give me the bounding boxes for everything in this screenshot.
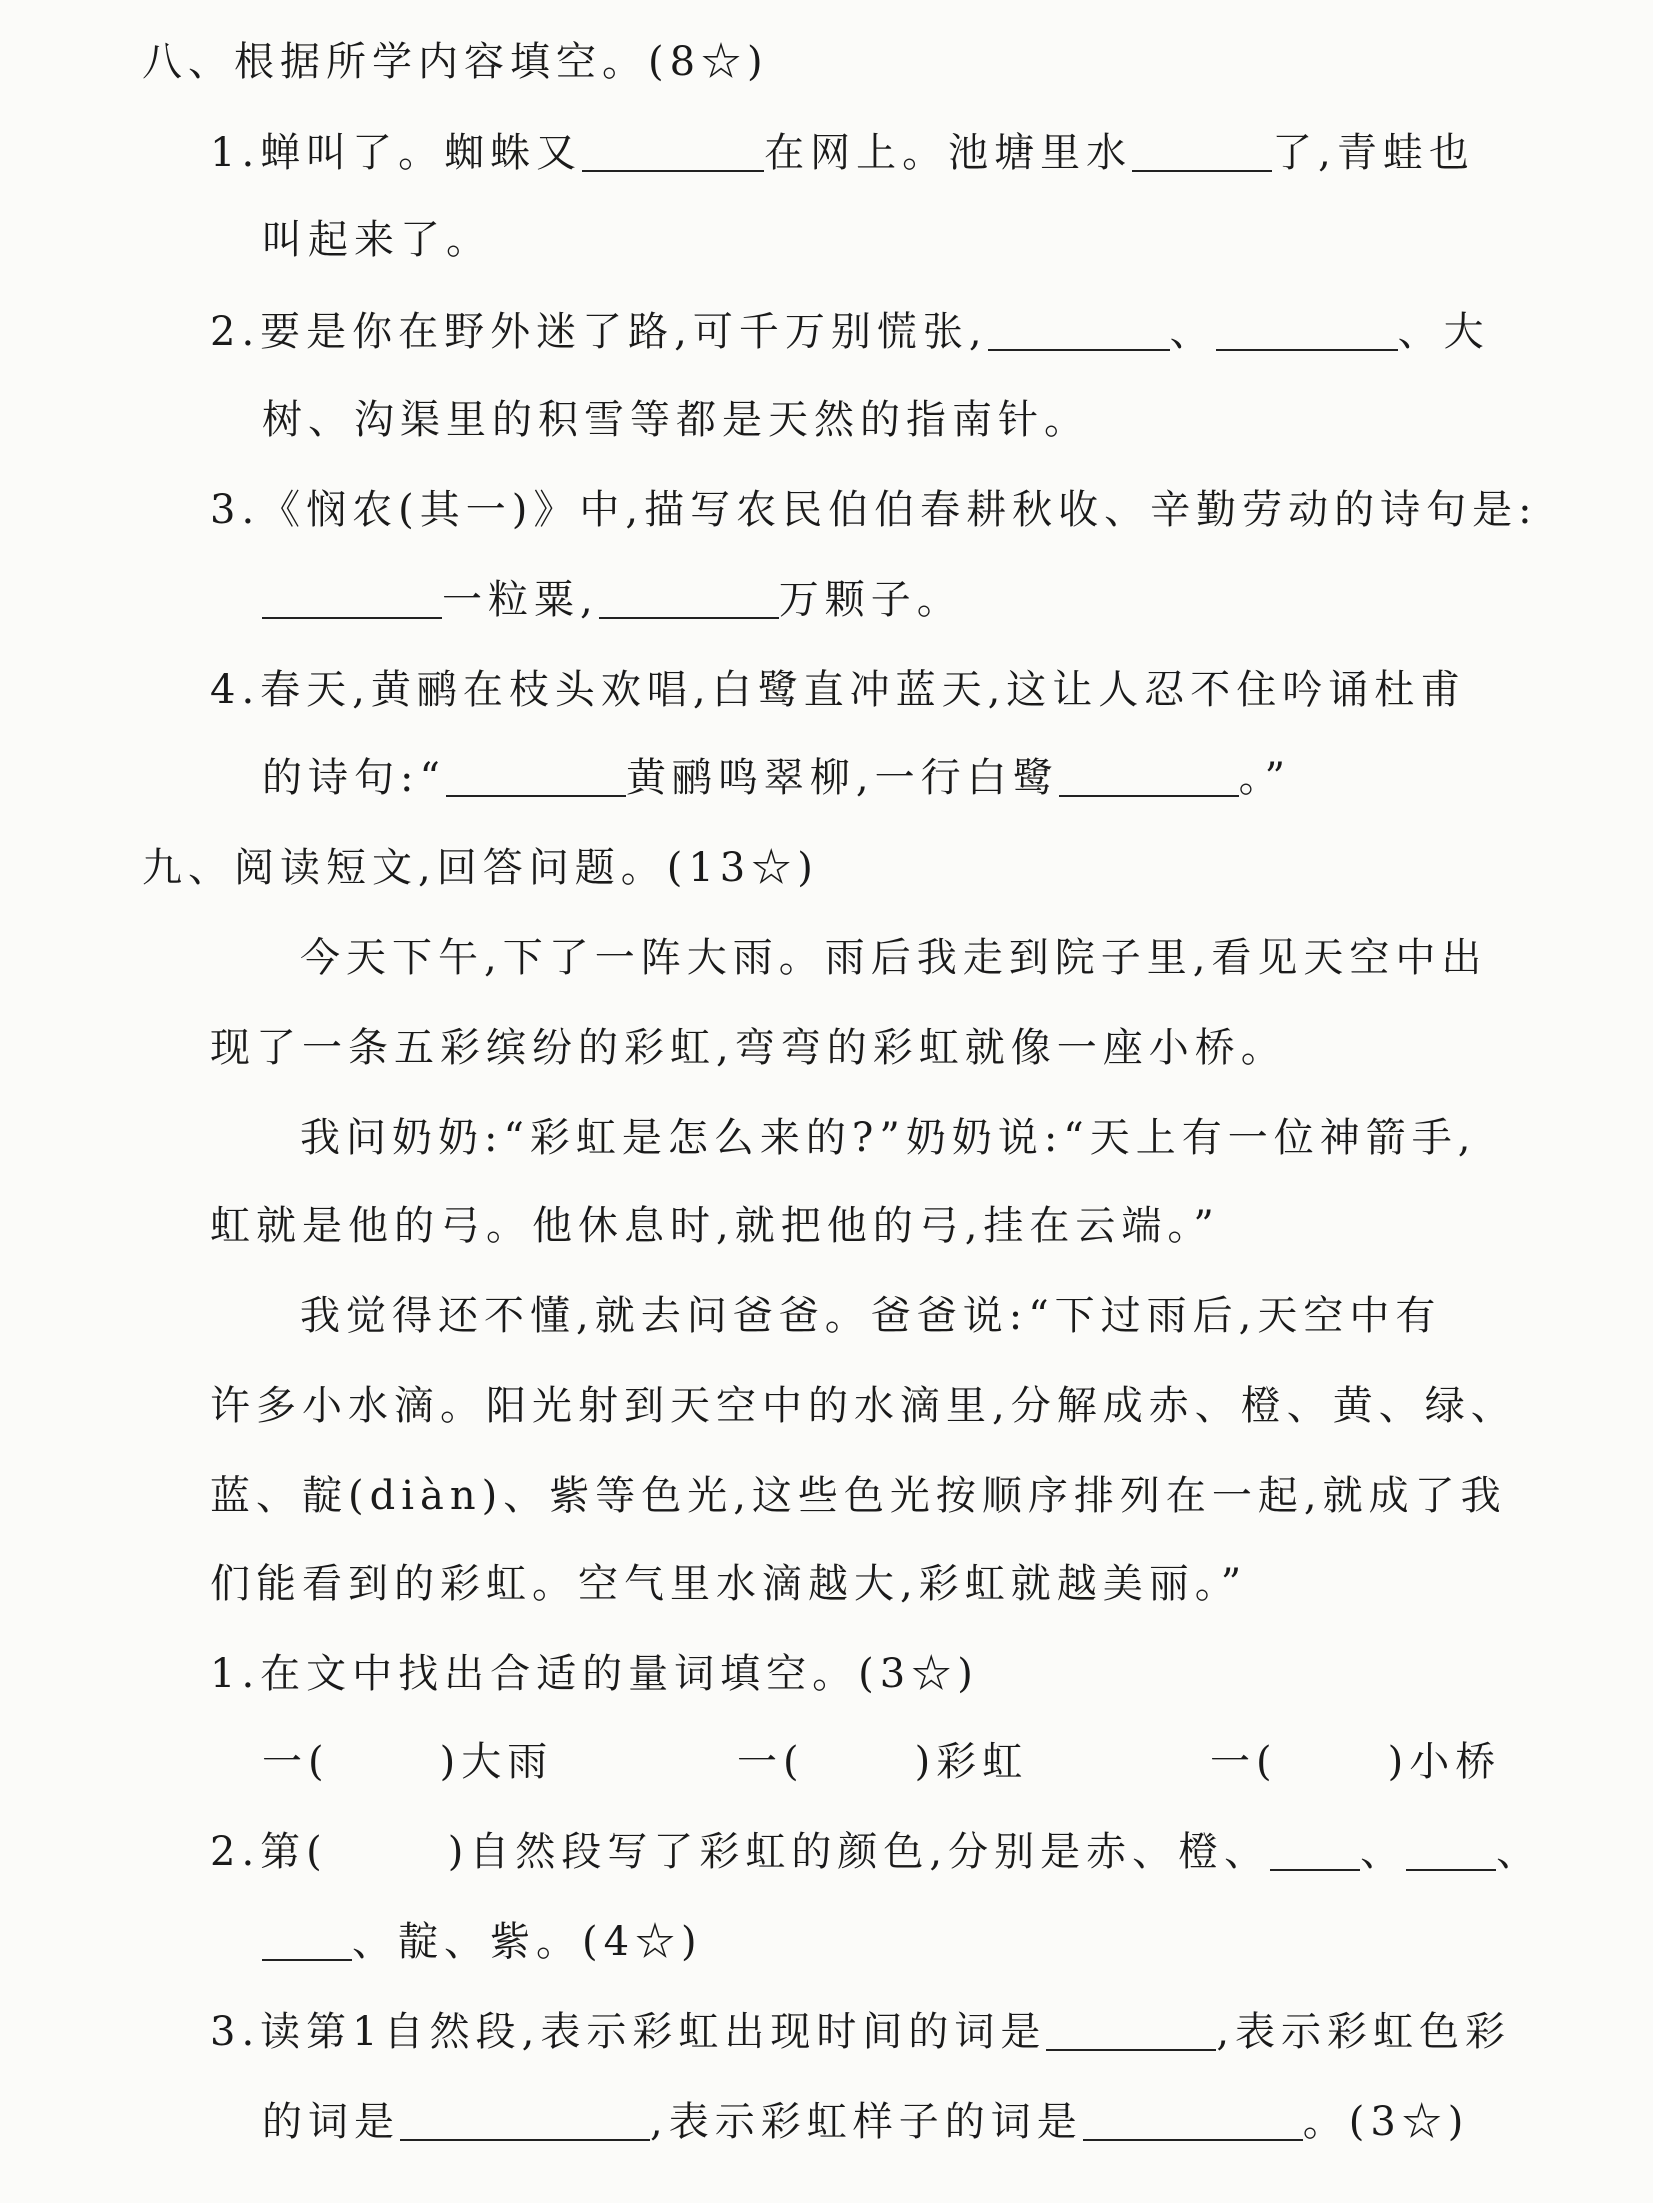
fill-blank[interactable] (1132, 130, 1272, 172)
fill-blank[interactable] (1270, 1829, 1360, 1871)
question-text: 1.蝉叫了。蜘蛛又 (210, 130, 583, 176)
fill-blank[interactable] (1046, 2009, 1216, 2051)
fill-blank[interactable] (582, 130, 764, 172)
section-8-heading: 八、根据所学内容填空。(8☆) (142, 39, 769, 85)
paren-open: 一( (262, 1739, 330, 1785)
passage-line: 虹就是他的弓。他休息时,就把他的弓,挂在云端。” (210, 1203, 1220, 1249)
measure-word-item (262, 1732, 553, 1792)
question-text: 2.要是你在野外迷了路,可千万别慌张, (210, 309, 988, 355)
fill-blank[interactable] (599, 577, 779, 619)
question-8-2-line-1 (210, 302, 1490, 362)
measure-word-item (737, 1732, 1028, 1792)
item-text: )彩虹 (914, 1739, 1029, 1785)
question-text: )自然段写了彩虹的颜色,分别是赤、橙、 (447, 1829, 1271, 1875)
question-8-1-line-1 (210, 123, 1475, 183)
paren-open: 一( (1210, 1739, 1278, 1785)
fill-blank[interactable] (262, 577, 442, 619)
passage-line: 今天下午,下了一阵大雨。雨后我走到院子里,看见天空中出 (300, 935, 1488, 981)
fill-blank[interactable] (446, 755, 626, 797)
question-text: ,表示彩虹样子的词是 (650, 2099, 1083, 2145)
passage-line: 现了一条五彩缤纷的彩虹,弯弯的彩虹就像一座小桥。 (210, 1025, 1287, 1071)
question-text: 3.读第1自然段,表示彩虹出现时间的词是 (210, 2009, 1047, 2055)
fill-blank[interactable] (1406, 1829, 1496, 1871)
question-text: 黄鹂鸣翠柳,一行白鹭 (625, 755, 1059, 801)
question-8-4-line-1: 4.春天,黄鹂在枝头欢唱,白鹭直冲蓝天,这让人忍不住吟诵杜甫 (210, 667, 1467, 713)
fill-blank[interactable] (262, 1919, 352, 1961)
question-8-3-line-1: 3.《悯农(其一)》中,描写农民伯伯春耕秋收、辛勤劳动的诗句是: (210, 487, 1538, 533)
measure-word-item (1210, 1732, 1501, 1792)
question-text: 一粒粟, (442, 577, 599, 623)
passage-line: 我问奶奶:“彩虹是怎么来的?”奶奶说:“天上有一位神箭手, (300, 1115, 1477, 1161)
fill-blank[interactable] (1216, 309, 1398, 351)
fill-blank[interactable] (400, 2099, 650, 2141)
passage-line: 们能看到的彩虹。空气里水滴越大,彩虹就越美丽。” (210, 1561, 1248, 1607)
separator: 、 (1169, 309, 1216, 355)
question-text: ,表示彩虹色彩 (1216, 2009, 1512, 2055)
passage-line: 我觉得还不懂,就去问爸爸。爸爸说:“下过雨后,天空中有 (300, 1293, 1442, 1339)
question-text: 在网上。池塘里水 (764, 130, 1133, 176)
item-text: )小桥 (1387, 1739, 1502, 1785)
question-text: 。(3☆) (1302, 2099, 1470, 2145)
passage-line: 蓝、靛(diàn)、紫等色光,这些色光按顺序排列在一起,就成了我 (210, 1473, 1507, 1519)
section-9-heading: 九、阅读短文,回答问题。(13☆) (142, 845, 819, 891)
question-text: 2.第( (210, 1829, 328, 1875)
question-text: 、大 (1397, 309, 1490, 355)
passage-line: 许多小水滴。阳光射到天空中的水滴里,分解成赤、橙、黄、绿、 (210, 1383, 1517, 1429)
question-text: 的诗句:“ (262, 755, 446, 801)
item-text: )大雨 (439, 1739, 554, 1785)
separator: 、 (1360, 1829, 1407, 1875)
question-9-2-line-1 (210, 1822, 1542, 1882)
question-8-3-line-2 (262, 570, 963, 630)
paren-open: 一( (737, 1739, 805, 1785)
question-text: 万颗子。 (778, 577, 963, 623)
question-text: 的词是 (262, 2099, 400, 2145)
question-9-3-line-1 (210, 2002, 1511, 2062)
question-8-4-line-2 (262, 748, 1291, 808)
question-text: 了,青蛙也 (1272, 130, 1475, 176)
fill-blank[interactable] (1083, 2099, 1303, 2141)
question-9-3-line-2 (262, 2092, 1469, 2152)
fill-blank[interactable] (1059, 755, 1239, 797)
question-8-1-line-2: 叫起来了。 (262, 217, 492, 263)
question-9-2-line-2 (262, 1912, 703, 1972)
question-text: 。” (1238, 755, 1292, 801)
question-text: 、靛、紫。(4☆) (352, 1919, 703, 1965)
question-8-2-line-2: 树、沟渠里的积雪等都是天然的指南针。 (262, 397, 1090, 443)
separator: 、 (1496, 1829, 1543, 1875)
fill-blank[interactable] (988, 309, 1170, 351)
question-9-1: 1.在文中找出合适的量词填空。(3☆) (210, 1651, 979, 1697)
